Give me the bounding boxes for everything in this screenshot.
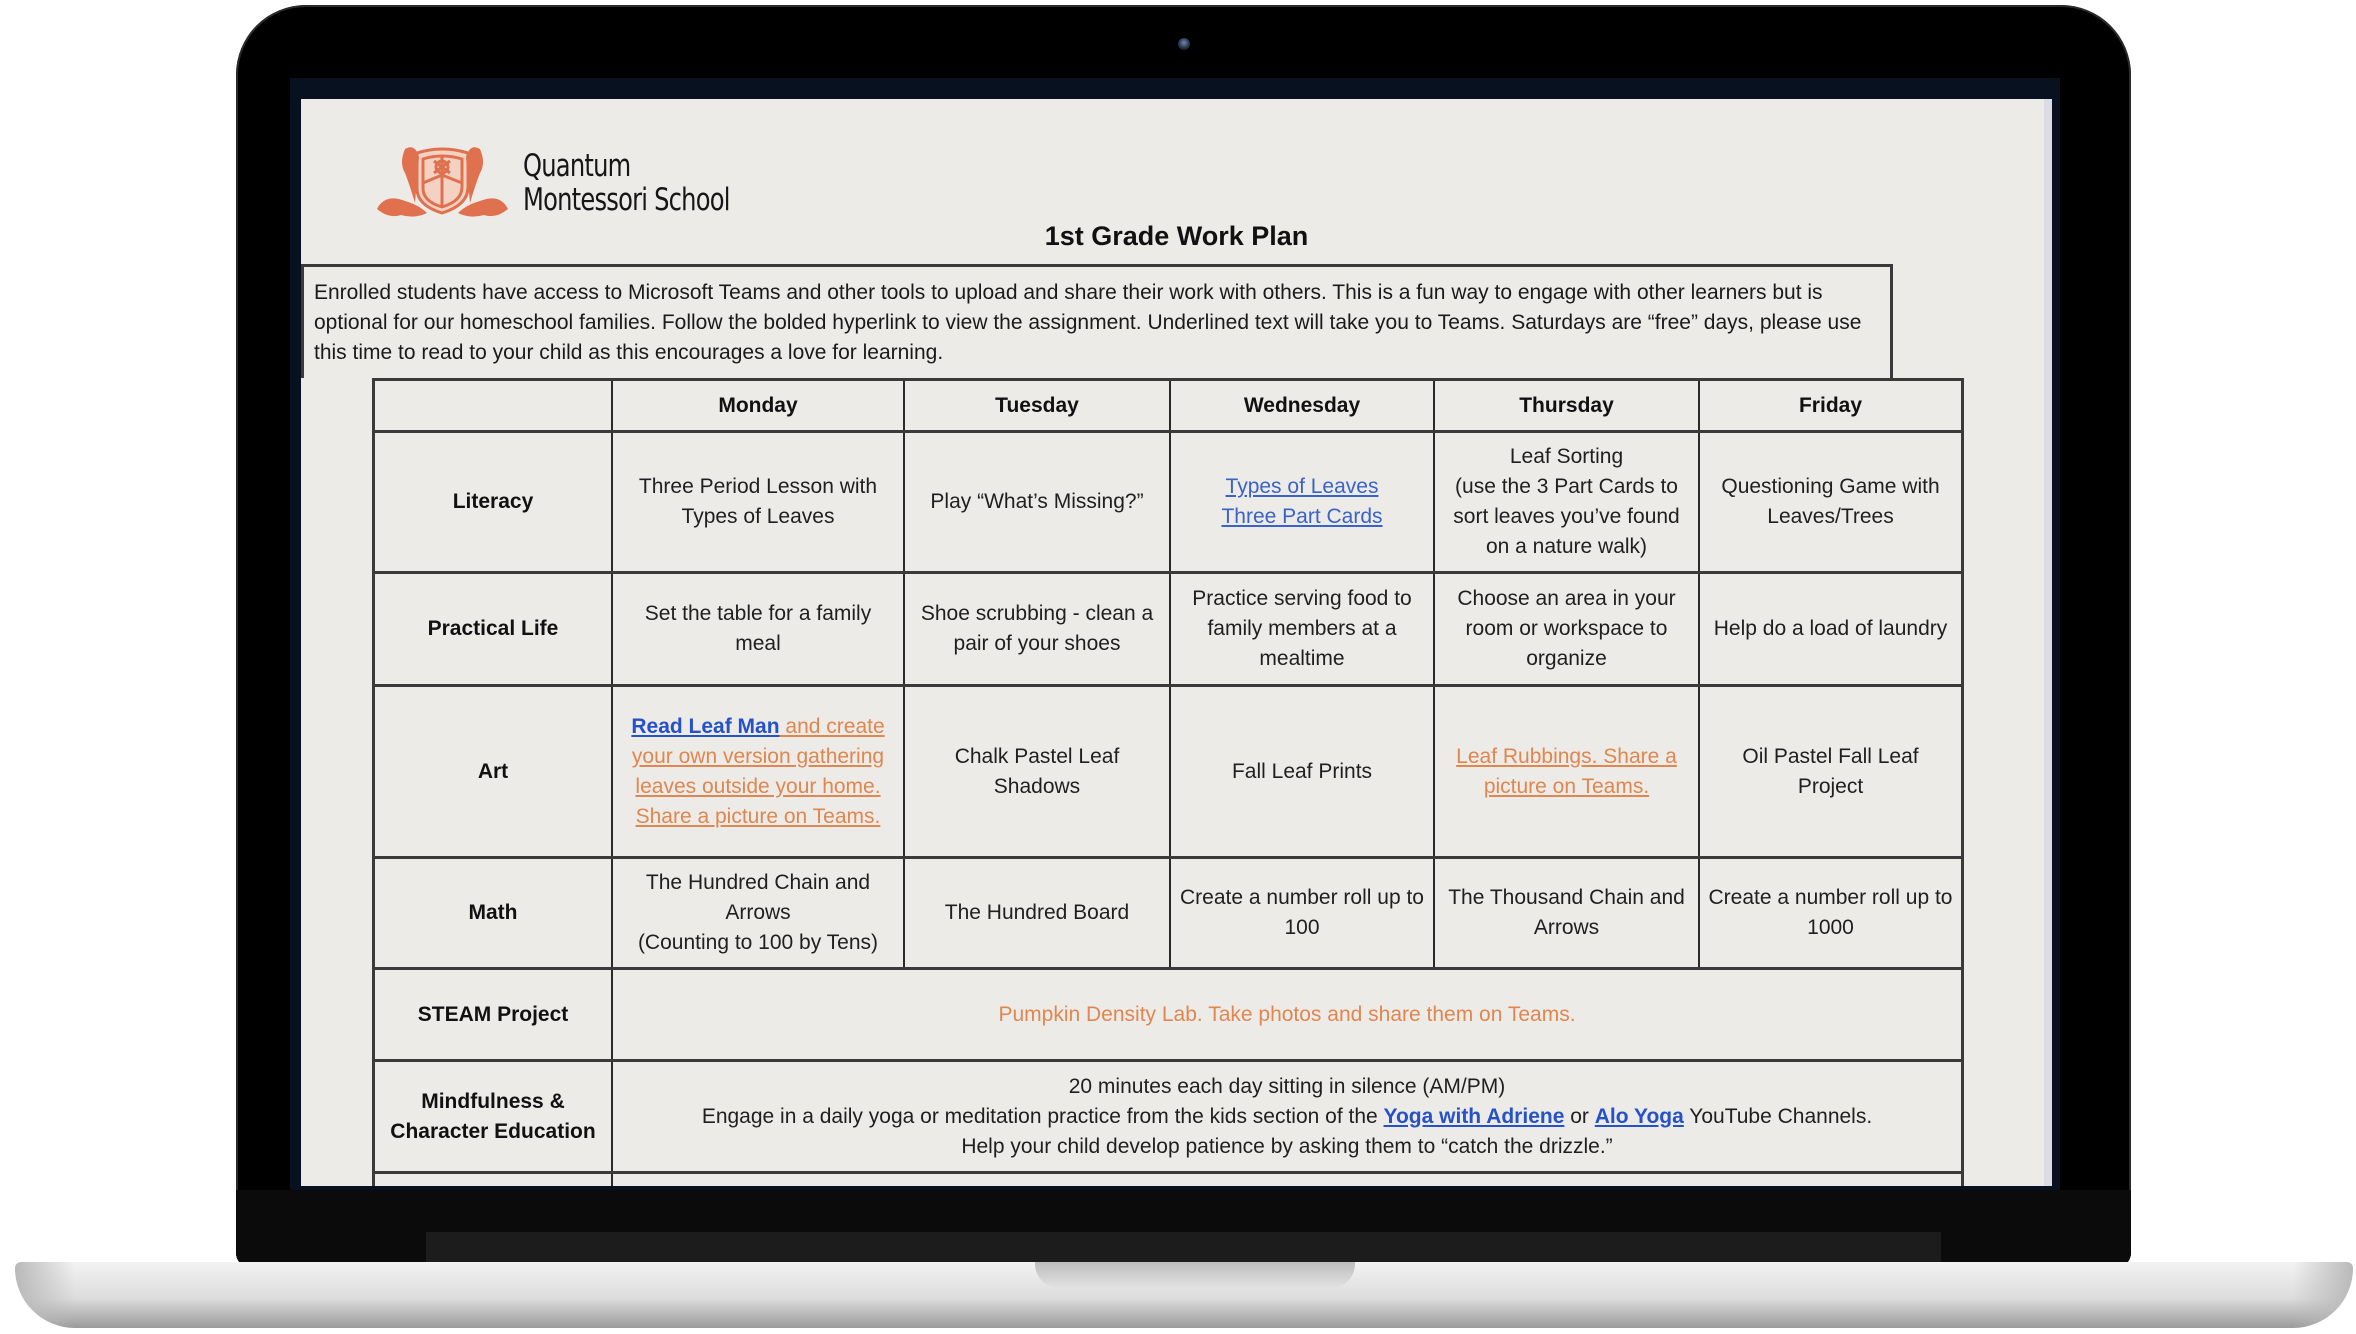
practical-life-thursday: Choose an area in your room or workspace to organize [1433,574,1698,684]
mindfulness-line3: Help your child develop patience by asking them to “catch the drizzle.” [961,1134,1613,1158]
leaf-rubbings-teams-link[interactable]: Leaf Rubbings. Share a picture on Teams. [1456,744,1677,798]
literacy-wednesday [1169,433,1433,571]
art-wednesday: Fall Leaf Prints [1169,687,1433,856]
art-friday: Oil Pastel Fall Leaf Project [1698,687,1964,856]
leaf-sorting-detail: (use the 3 Part Cards to sort leaves you’ve found on a nature walk) [1453,475,1680,558]
row-label-mindfulness: Mindfulness & Character Education [372,1062,611,1171]
mindfulness-line1: 20 minutes each day sitting in silence (AM/PM) [1068,1074,1506,1098]
header-empty-cell [372,381,611,430]
math-thursday: The Thousand Chain and Arrows [1433,859,1698,967]
table-row-practical-life [372,571,1964,684]
header-wednesday: Wednesday [1169,381,1433,430]
practical-life-tuesday: Shoe scrubbing - clean a pair of your shoes [903,574,1169,684]
row-label-literacy: Literacy [372,433,611,571]
cutoff-label-cell [372,1174,611,1186]
art-monday [611,687,903,856]
alo-yoga-link[interactable]: Alo Yoga [1594,1104,1684,1128]
yoga-with-adriene-link[interactable]: Yoga with Adriene [1383,1104,1565,1128]
mindfulness-line2-or: or [1564,1104,1595,1128]
school-name-line2: Montessori School [523,182,730,218]
row-label-art: Art [372,687,611,856]
header-monday: Monday [611,381,903,430]
row-label-steam: STEAM Project [372,970,611,1059]
table-row-steam [372,967,1964,1059]
row-label-math: Math [372,859,611,967]
laptop-base [15,1262,2353,1328]
document-page [301,99,2052,1186]
table-row-mindfulness [372,1059,1964,1171]
three-part-cards-link[interactable]: Three Part Cards [1221,505,1383,528]
math-wednesday: Create a number roll up to 100 [1169,859,1433,967]
steam-project-content: Pumpkin Density Lab. Take photos and share them on Teams. [611,970,1964,1059]
mindfulness-line2-start: Engage in a daily yoga or meditation practice from the kids section of the [701,1104,1384,1128]
webcam-icon [1178,38,1190,50]
school-name [523,149,730,217]
laptop-chin [236,1190,2131,1267]
row-label-practical-life: Practical Life [372,574,611,684]
math-monday-line1: The Hundred Chain and Arrows [645,871,871,924]
intro-box [301,264,1893,378]
scrollbar[interactable] [2044,99,2052,1186]
table-row-math [372,856,1964,967]
art-monday-teams-link[interactable]: and create your own version gathering leaves outside your home. Share a picture on Teams. [631,714,885,828]
mindfulness-content [611,1062,1964,1171]
table-header-row [372,378,1964,430]
math-tuesday: The Hundred Board [903,859,1169,967]
math-friday: Create a number roll up to 1000 [1698,859,1964,967]
header-thursday: Thursday [1433,381,1698,430]
table-row-art [372,684,1964,856]
practical-life-monday: Set the table for a family meal [611,574,903,684]
literacy-thursday [1433,433,1698,571]
read-leaf-man-link[interactable]: Read Leaf Man [631,714,780,738]
intro-text: Enrolled students have access to Microsoft Teams and other tools to upload and share their work with others. This is a fun way to engage with other learners but is optional for our homeschool families. Follow the bolded hyperlink to view the assignment. Underlined text will take you to Teams. Saturdays are “free” days, please use this time to read to your child as this encourages a love for learning. [314,281,1862,364]
art-tuesday: Chalk Pastel Leaf Shadows [903,687,1169,856]
mindfulness-line2 [702,1102,1872,1132]
practical-life-wednesday: Practice serving food to family members at a mealtime [1169,574,1433,684]
laptop-hinge-notch [1035,1262,1355,1288]
school-name-line1: Quantum [523,148,631,184]
cutoff-content-cell [611,1174,1964,1186]
table-row-cutoff [372,1171,1964,1186]
header-tuesday: Tuesday [903,381,1169,430]
literacy-tuesday: Play “What’s Missing?” [903,433,1169,571]
math-monday [611,859,903,967]
literacy-friday: Questioning Game with Leaves/Trees [1698,433,1964,571]
literacy-monday: Three Period Lesson with Types of Leaves [611,433,903,571]
table-row-literacy [372,430,1964,571]
leaf-sorting-title: Leaf Sorting [1509,445,1624,468]
page-title: 1st Grade Work Plan [1044,221,1309,251]
header-friday: Friday [1698,381,1964,430]
mindfulness-line2-end: YouTube Channels. [1683,1104,1873,1128]
school-crest-logo [375,143,510,219]
math-monday-line2: (Counting to 100 by Tens) [637,931,879,954]
types-of-leaves-link[interactable]: Types of Leaves [1225,475,1379,498]
practical-life-friday: Help do a load of laundry [1698,574,1964,684]
art-thursday [1433,687,1698,856]
